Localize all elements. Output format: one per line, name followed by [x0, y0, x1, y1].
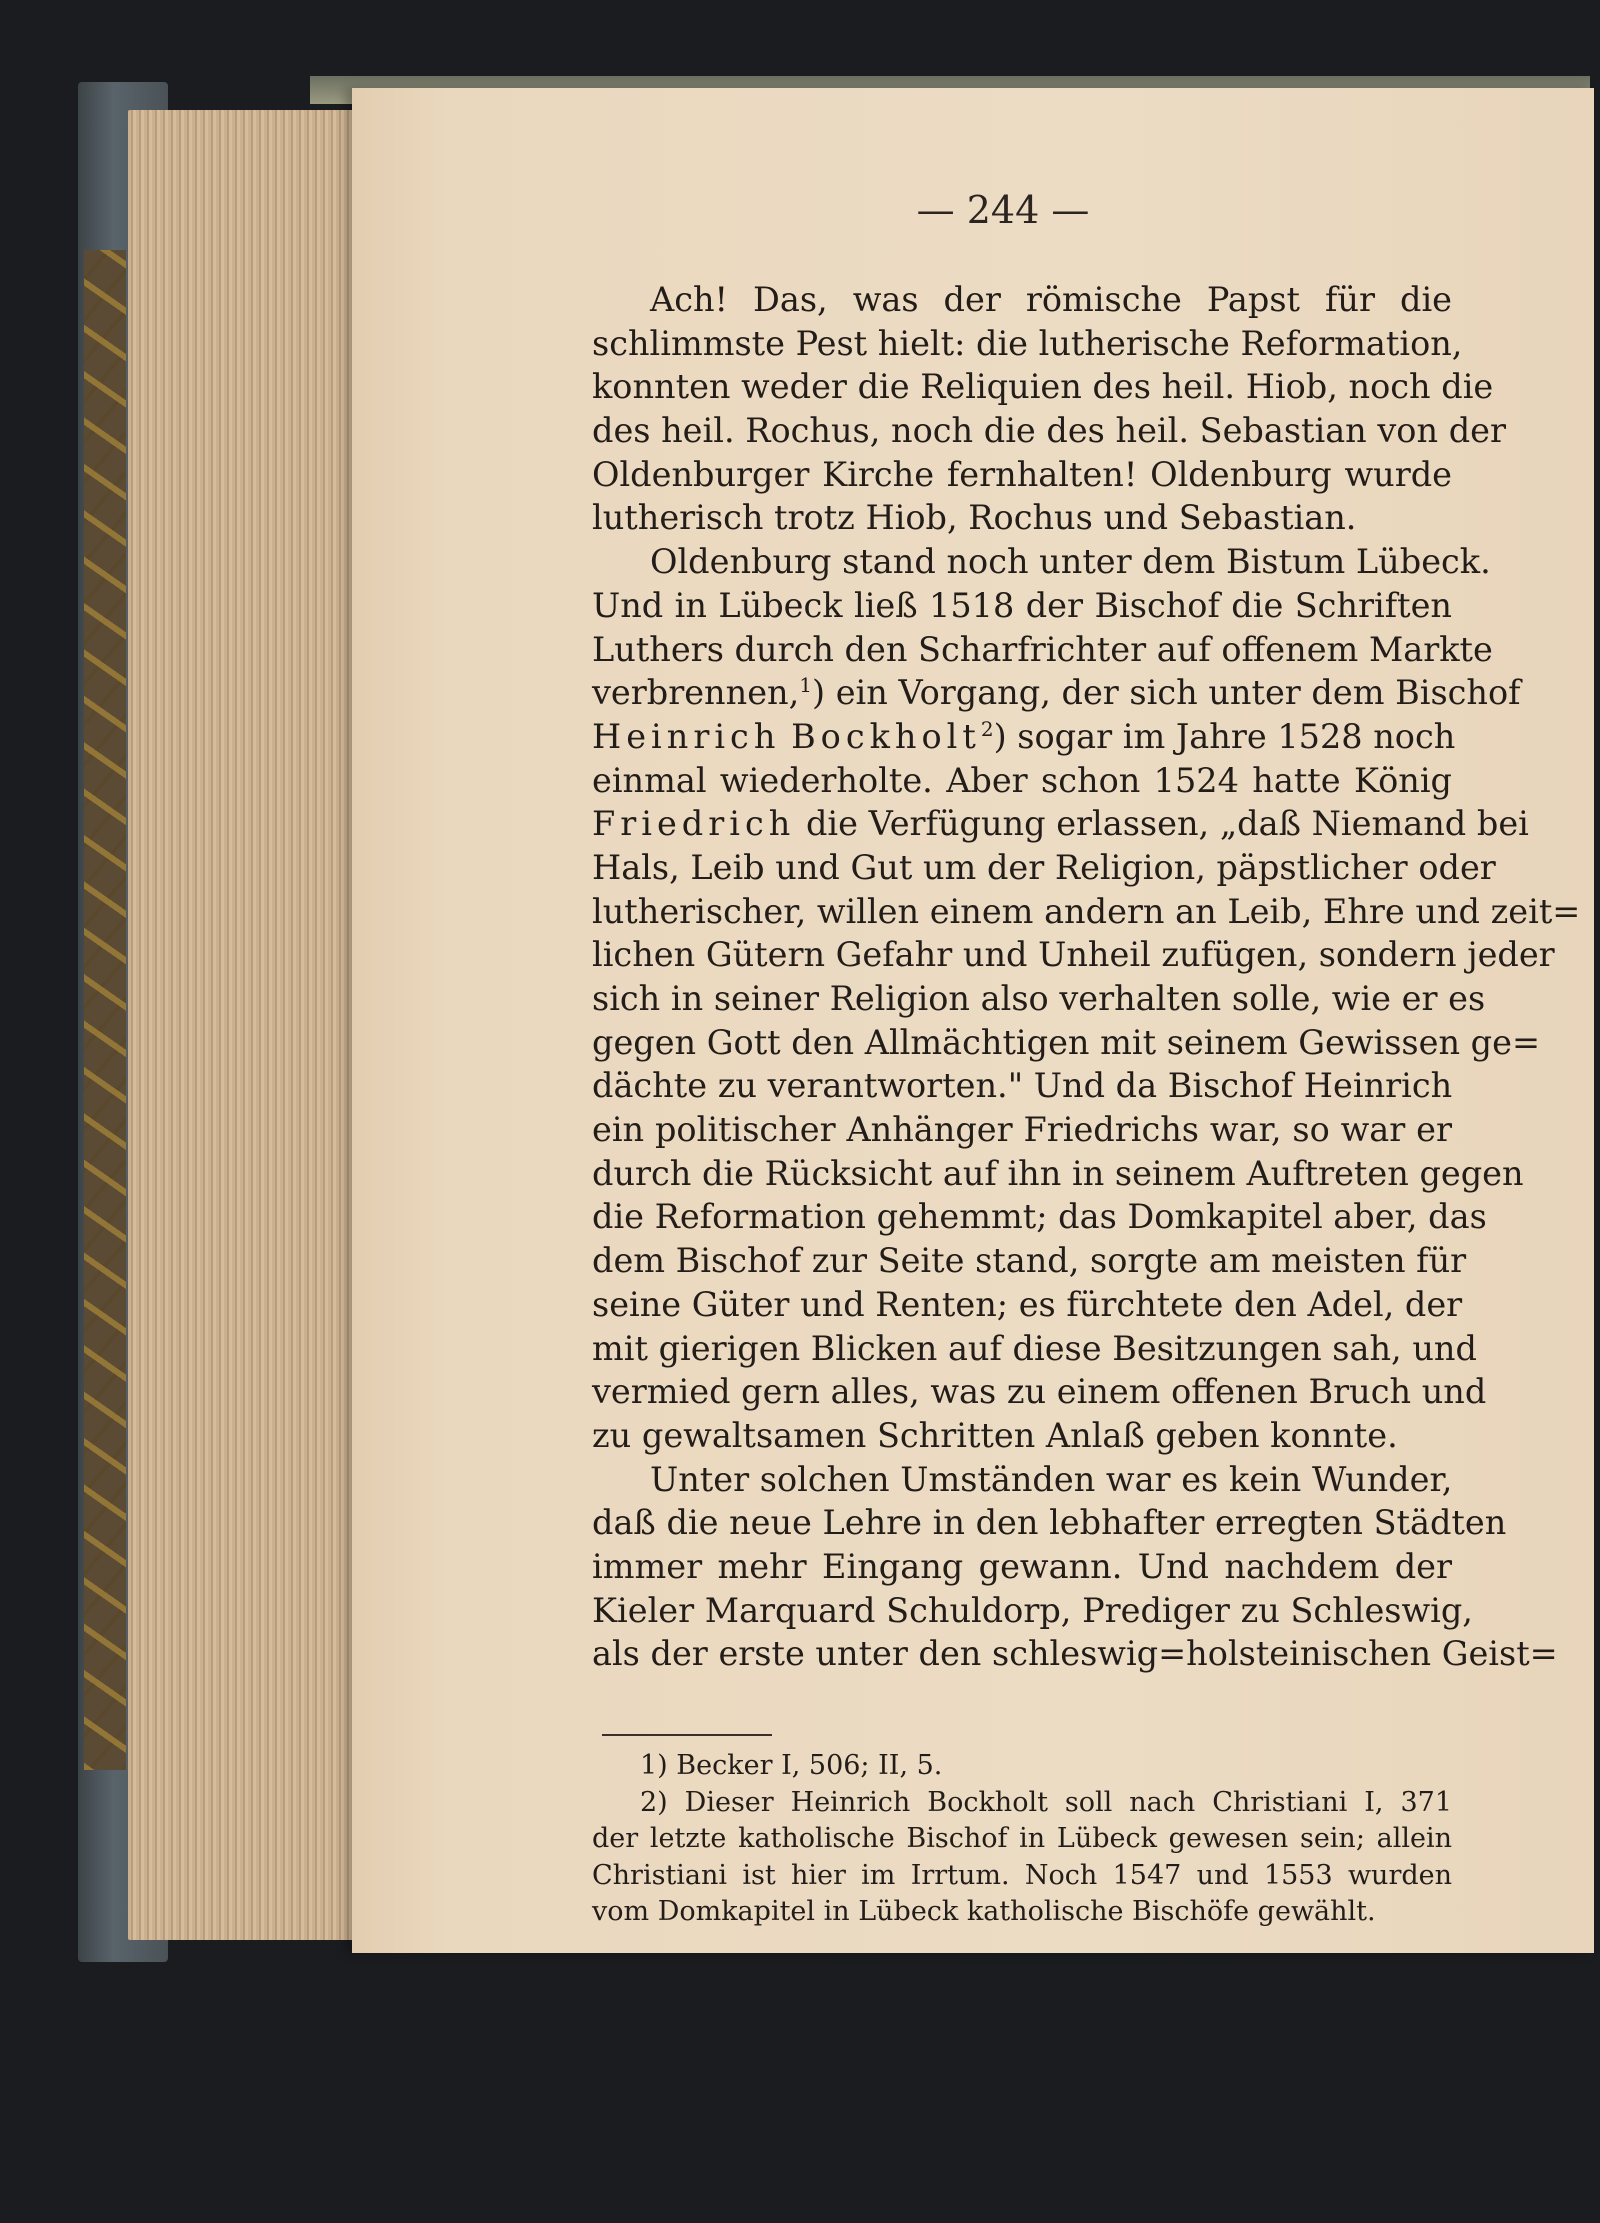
text-line	[592, 802, 1529, 846]
footnote-divider	[602, 1734, 772, 1736]
text-line: vermied gern alles, was zu einem offenen Bruch und	[592, 1372, 1487, 1412]
footnote-ref: 1	[799, 673, 812, 698]
text-line: mit gierigen Blicken auf diese Besitzungen sah, und	[592, 1328, 1477, 1368]
text-line: dächte zu verantworten." Und da Bischof Heinrich	[592, 1066, 1453, 1106]
name-spaced: Heinrich	[592, 716, 781, 756]
text-line: seine Güter und Renten; es fürchtete den Adel, der	[592, 1284, 1463, 1324]
text-segment: ) sogar im Jahre 1528 noch	[993, 716, 1456, 756]
text-line: lutherisch trotz Hiob, Rochus und Sebastian.	[592, 498, 1357, 538]
text-line: sich in seiner Religion also verhalten solle, wie er es	[592, 979, 1486, 1018]
footnote-line: der letzte katholische Bischof in Lübeck gewesen sein; allein	[592, 1823, 1452, 1854]
text-line: Oldenburg stand noch unter dem Bistum Lübeck.	[650, 542, 1491, 582]
text-line	[592, 671, 1521, 715]
page-number: — 244 —	[916, 188, 1090, 232]
text-line: einmal wiederholte. Aber schon 1524 hatte König	[592, 760, 1452, 800]
text-line: immer mehr Eingang gewann. Und nachdem der	[592, 1546, 1452, 1586]
text-line: Ach! Das, was der römische Papst für die	[650, 280, 1452, 319]
text-line: gegen Gott den Allmächtigen mit seinem Gewissen ge=	[592, 1022, 1541, 1062]
text-line: daß die neue Lehre in den lebhafter erregten Städten	[592, 1503, 1507, 1543]
text-line: dem Bischof zur Seite stand, sorgte am meisten für	[592, 1241, 1467, 1281]
footnote-line: vom Domkapitel in Lübeck katholische Bischöfe gewählt.	[592, 1896, 1376, 1927]
footnote-ref: 2	[980, 716, 994, 741]
page-edges	[128, 110, 358, 1940]
text-segment: die Verfügung erlassen, „daß Niemand bei	[795, 804, 1529, 844]
text-line: Oldenburger Kirche fernhalten! Oldenburg wurde	[592, 454, 1452, 494]
footnote-line: 2) Dieser Heinrich Bockholt soll nach Christiani I, 371	[640, 1786, 1452, 1818]
text-line: lutherischer, willen einem andern an Leib, Ehre und zeit=	[592, 891, 1581, 931]
text-segment: verbrennen,	[592, 673, 800, 713]
marbled-endpaper	[84, 250, 126, 1770]
text-line: die Reformation gehemmt; das Domkapitel aber, das	[592, 1197, 1487, 1237]
text-line: Kieler Marquard Schuldorp, Prediger zu Schleswig,	[592, 1590, 1473, 1630]
footnote-line: 1) Becker I, 506; II, 5.	[640, 1750, 943, 1781]
text-line: durch die Rücksicht auf ihn in seinem Auftreten gegen	[592, 1153, 1524, 1193]
text-line: zu gewaltsamen Schritten Anlaß geben konnte.	[592, 1415, 1398, 1455]
text-line: lichen Gütern Gefahr und Unheil zufügen, sondern jeder	[592, 935, 1555, 975]
text-line: Luthers durch den Scharfrichter auf offenem Markte	[592, 629, 1493, 669]
name-spaced: Friedrich	[592, 804, 796, 844]
footnote-line: Christiani ist hier im Irrtum. Noch 1547 und 1553 wurden	[592, 1859, 1452, 1891]
text-line	[592, 715, 1456, 759]
text-line: als der erste unter den schleswig=holsteinischen Geist=	[592, 1634, 1558, 1674]
text-line: Hals, Leib und Gut um der Religion, päpstlicher oder	[592, 847, 1496, 887]
book-page	[352, 88, 1594, 1953]
text-line: konnten weder die Reliquien des heil. Hiob, noch die	[592, 367, 1494, 407]
name-spaced: Bockholt	[791, 716, 981, 756]
text-line: schlimmste Pest hielt: die lutherische Reformation,	[592, 323, 1463, 363]
text-line: Unter solchen Umständen war es kein Wunder,	[650, 1459, 1453, 1499]
text-line: ein politischer Anhänger Friedrichs war, so war er	[592, 1110, 1452, 1150]
text-line: des heil. Rochus, noch die des heil. Sebastian von der	[592, 411, 1506, 451]
text-segment: ) ein Vorgang, der sich unter dem Bischof	[811, 673, 1521, 713]
body-text	[592, 278, 1581, 1676]
text-line: Und in Lübeck ließ 1518 der Bischof die Schriften	[592, 585, 1452, 625]
footnotes	[592, 1748, 1452, 1931]
